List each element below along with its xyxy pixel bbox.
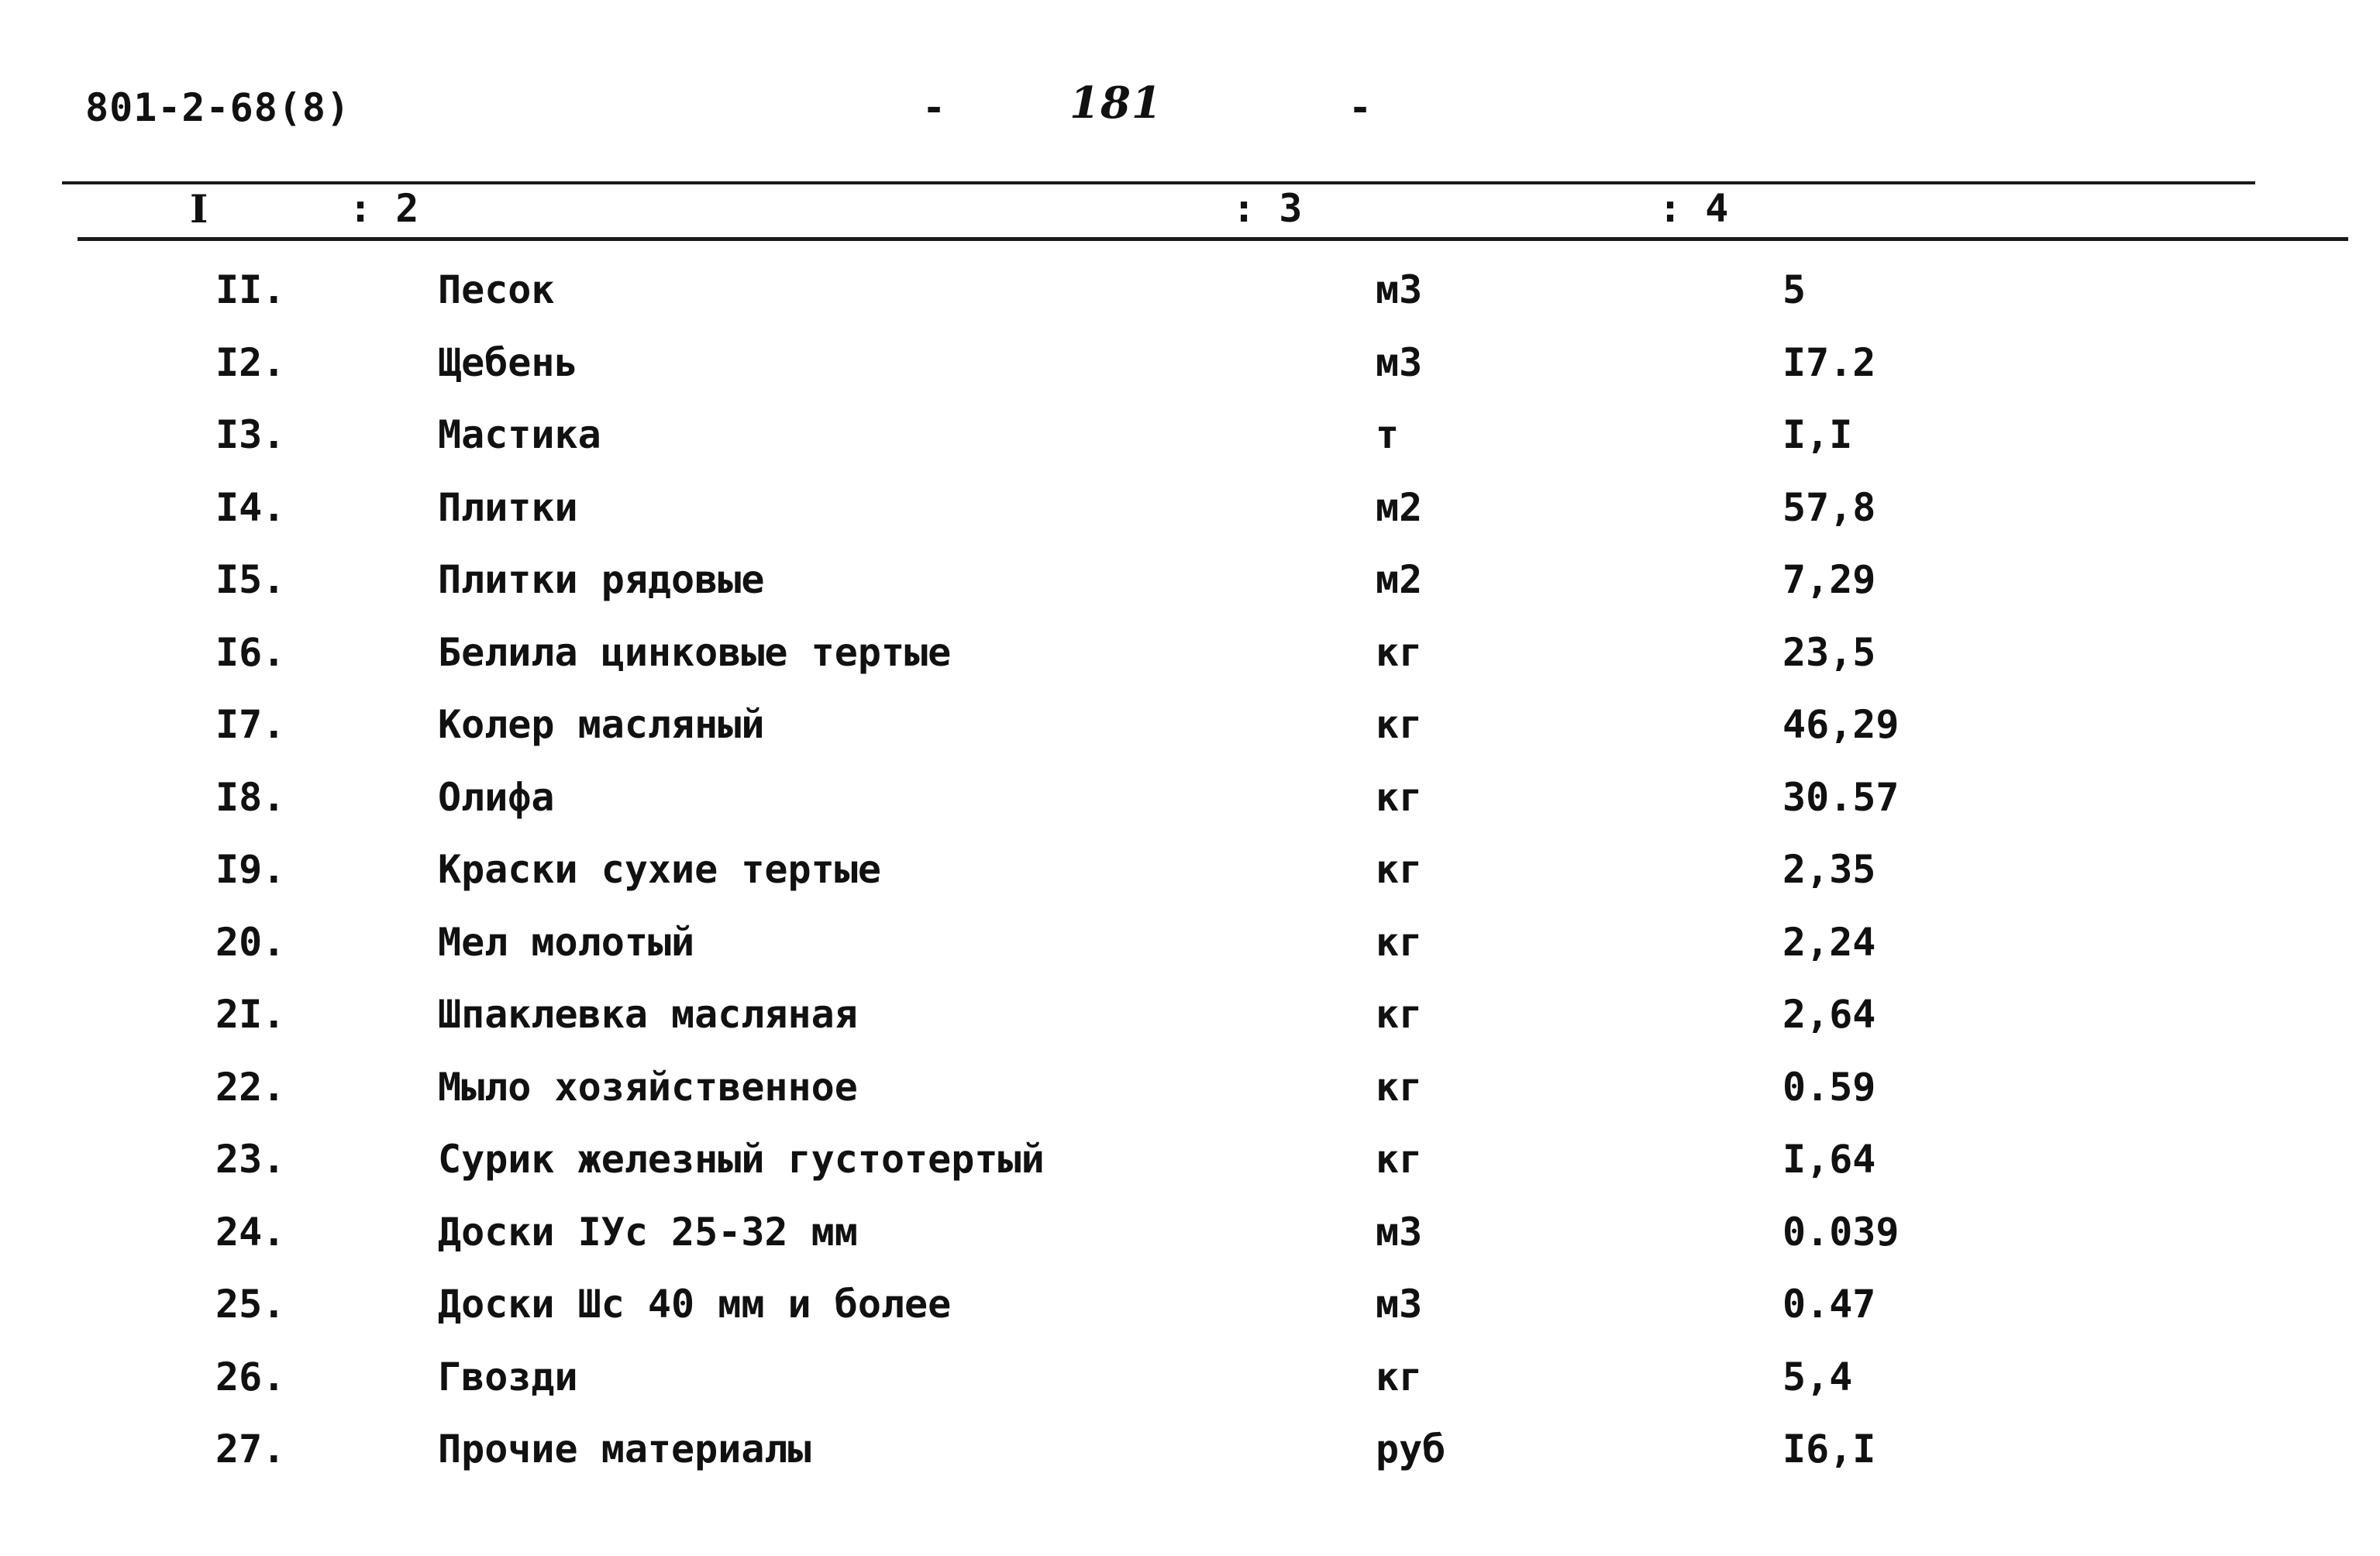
material-name: Олифа xyxy=(438,775,555,820)
row-number: 2I. xyxy=(215,992,286,1037)
material-name: Шпаклевка масляная xyxy=(438,992,858,1037)
material-name: Гвозди xyxy=(438,1355,578,1399)
quantity: I7.2 xyxy=(1782,340,1876,385)
row-number: 20. xyxy=(215,920,286,965)
row-number: I2. xyxy=(215,340,286,385)
quantity: 0.039 xyxy=(1782,1210,1900,1255)
quantity: 30.57 xyxy=(1782,775,1900,820)
top-rule xyxy=(62,181,2255,184)
unit-of-measure: м2 xyxy=(1376,557,1423,602)
unit-of-measure: кг xyxy=(1376,702,1423,747)
table-row xyxy=(0,267,2380,339)
unit-of-measure: кг xyxy=(1376,847,1423,892)
table-row xyxy=(0,1282,2380,1353)
unit-of-measure: кг xyxy=(1376,1355,1423,1399)
column-1-number: I xyxy=(190,186,208,232)
unit-of-measure: руб xyxy=(1376,1427,1446,1472)
table-row xyxy=(0,847,2380,918)
material-name: Краски сухие тертые xyxy=(438,847,881,892)
quantity: 23,5 xyxy=(1782,630,1876,675)
material-name: Сурик железный густотертый xyxy=(438,1137,1045,1182)
table-row xyxy=(0,485,2380,556)
row-number: 26. xyxy=(215,1355,286,1399)
table-row xyxy=(0,992,2380,1063)
row-number: I7. xyxy=(215,702,286,747)
table-row xyxy=(0,702,2380,773)
table-row xyxy=(0,920,2380,991)
material-name: Песок xyxy=(438,267,555,312)
document-code: 801-2-68(8) xyxy=(85,85,351,130)
header-dash-left: - xyxy=(922,85,947,130)
quantity: 46,29 xyxy=(1782,702,1900,747)
material-name: Колер масляный xyxy=(438,702,765,747)
row-number: I4. xyxy=(215,485,286,530)
quantity: 2,64 xyxy=(1782,992,1876,1037)
quantity: I,I xyxy=(1782,412,1853,457)
material-name: Плитки рядовые xyxy=(438,557,765,602)
row-number: I6. xyxy=(215,630,286,675)
table-row xyxy=(0,630,2380,701)
column-3-number: : 3 xyxy=(1232,186,1303,231)
unit-of-measure: кг xyxy=(1376,1137,1423,1182)
material-name: Плитки xyxy=(438,485,578,530)
table-row xyxy=(0,1355,2380,1426)
column-2-number: : 2 xyxy=(349,186,419,231)
quantity: 5,4 xyxy=(1782,1355,1853,1399)
unit-of-measure: м3 xyxy=(1376,1282,1423,1327)
table-row xyxy=(0,557,2380,628)
row-number: 25. xyxy=(215,1282,286,1327)
material-name: Белила цинковые тертые xyxy=(438,630,952,675)
unit-of-measure: м3 xyxy=(1376,267,1423,312)
table-row xyxy=(0,1427,2380,1498)
table-row xyxy=(0,1137,2380,1208)
quantity: 2,35 xyxy=(1782,847,1876,892)
row-number: I3. xyxy=(215,412,286,457)
material-name: Мыло хозяйственное xyxy=(438,1065,858,1110)
row-number: 22. xyxy=(215,1065,286,1110)
quantity: I,64 xyxy=(1782,1137,1876,1182)
row-number: I9. xyxy=(215,847,286,892)
table-row xyxy=(0,340,2380,411)
unit-of-measure: м3 xyxy=(1376,1210,1423,1255)
header-dash-right: - xyxy=(1348,85,1373,130)
quantity: 2,24 xyxy=(1782,920,1876,965)
unit-of-measure: кг xyxy=(1376,630,1423,675)
page-number: 181 xyxy=(1069,77,1162,129)
row-number: 23. xyxy=(215,1137,286,1182)
material-name: Прочие материалы xyxy=(438,1427,811,1472)
material-name: Мастика xyxy=(438,412,601,457)
row-number: 27. xyxy=(215,1427,286,1472)
quantity: 0.47 xyxy=(1782,1282,1876,1327)
unit-of-measure: кг xyxy=(1376,1065,1423,1110)
quantity: 5 xyxy=(1782,267,1807,312)
quantity: I6,I xyxy=(1782,1427,1876,1472)
unit-of-measure: кг xyxy=(1376,992,1423,1037)
material-name: Доски Шс 40 мм и более xyxy=(438,1282,952,1327)
material-name: Доски IУс 25-32 мм xyxy=(438,1210,858,1255)
unit-of-measure: м3 xyxy=(1376,340,1423,385)
row-number: I8. xyxy=(215,775,286,820)
table-row xyxy=(0,1210,2380,1281)
table-row xyxy=(0,412,2380,484)
unit-of-measure: т xyxy=(1376,412,1400,457)
header-bottom-rule xyxy=(77,237,2348,241)
unit-of-measure: м2 xyxy=(1376,485,1423,530)
unit-of-measure: кг xyxy=(1376,920,1423,965)
column-4-number: : 4 xyxy=(1658,186,1729,231)
quantity: 0.59 xyxy=(1782,1065,1876,1110)
material-name: Щебень xyxy=(438,340,578,385)
material-name: Мел молотый xyxy=(438,920,695,965)
table-row xyxy=(0,775,2380,846)
quantity: 57,8 xyxy=(1782,485,1876,530)
table-row xyxy=(0,1065,2380,1136)
row-number: I5. xyxy=(215,557,286,602)
quantity: 7,29 xyxy=(1782,557,1876,602)
unit-of-measure: кг xyxy=(1376,775,1423,820)
row-number: 24. xyxy=(215,1210,286,1255)
row-number: II. xyxy=(215,267,286,312)
